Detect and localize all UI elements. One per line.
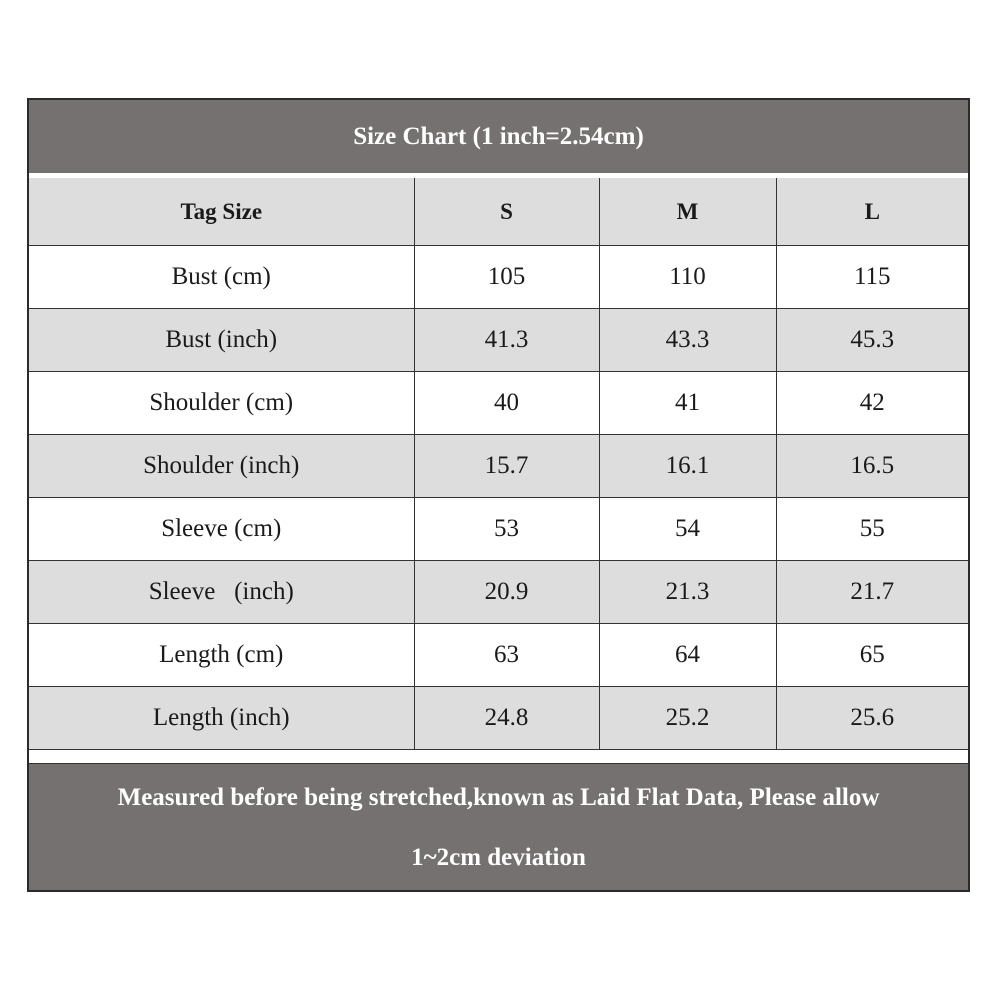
- cell-s: 63: [414, 624, 599, 687]
- row-label: Bust (inch): [29, 309, 414, 372]
- table-row: [29, 624, 968, 687]
- cell-m: 54: [599, 498, 776, 561]
- size-table: [29, 178, 968, 750]
- row-label: Bust (cm): [29, 246, 414, 309]
- row-label: Shoulder (inch): [29, 435, 414, 498]
- cell-s: 41.3: [414, 309, 599, 372]
- table-row: [29, 309, 968, 372]
- cell-m: 21.3: [599, 561, 776, 624]
- size-chart-title: Size Chart (1 inch=2.54cm): [353, 122, 644, 150]
- cell-m: 110: [599, 246, 776, 309]
- cell-l: 16.5: [776, 435, 968, 498]
- cell-m: 64: [599, 624, 776, 687]
- header-tag-size: Tag Size: [29, 178, 414, 246]
- table-row: [29, 435, 968, 498]
- table-row: [29, 687, 968, 750]
- header-size-m: M: [599, 178, 776, 246]
- cell-l: 42: [776, 372, 968, 435]
- measurement-note-line-2: 1~2cm deviation: [411, 844, 586, 871]
- cell-m: 16.1: [599, 435, 776, 498]
- cell-l: 45.3: [776, 309, 968, 372]
- header-size-s: S: [414, 178, 599, 246]
- cell-s: 53: [414, 498, 599, 561]
- cell-l: 115: [776, 246, 968, 309]
- row-label: Sleeve (cm): [29, 498, 414, 561]
- cell-s: 105: [414, 246, 599, 309]
- table-header-row: [29, 178, 968, 246]
- measurement-note-line-1: Measured before being stretched,known as Laid Flat Data, Please allow: [117, 784, 880, 811]
- table-row: [29, 561, 968, 624]
- cell-s: 40: [414, 372, 599, 435]
- cell-m: 41: [599, 372, 776, 435]
- cell-l: 25.6: [776, 687, 968, 750]
- measurement-note: [29, 763, 968, 890]
- table-row: [29, 498, 968, 561]
- table-row: [29, 372, 968, 435]
- cell-l: 65: [776, 624, 968, 687]
- row-label: Shoulder (cm): [29, 372, 414, 435]
- header-size-l: L: [776, 178, 968, 246]
- cell-l: 55: [776, 498, 968, 561]
- row-label: Sleeve (inch): [29, 561, 414, 624]
- size-chart: [27, 98, 970, 892]
- cell-s: 15.7: [414, 435, 599, 498]
- cell-l: 21.7: [776, 561, 968, 624]
- cell-m: 25.2: [599, 687, 776, 750]
- size-chart-title-bar: [29, 100, 968, 178]
- row-label: Length (cm): [29, 624, 414, 687]
- cell-m: 43.3: [599, 309, 776, 372]
- cell-s: 24.8: [414, 687, 599, 750]
- table-row: [29, 246, 968, 309]
- row-label: Length (inch): [29, 687, 414, 750]
- cell-s: 20.9: [414, 561, 599, 624]
